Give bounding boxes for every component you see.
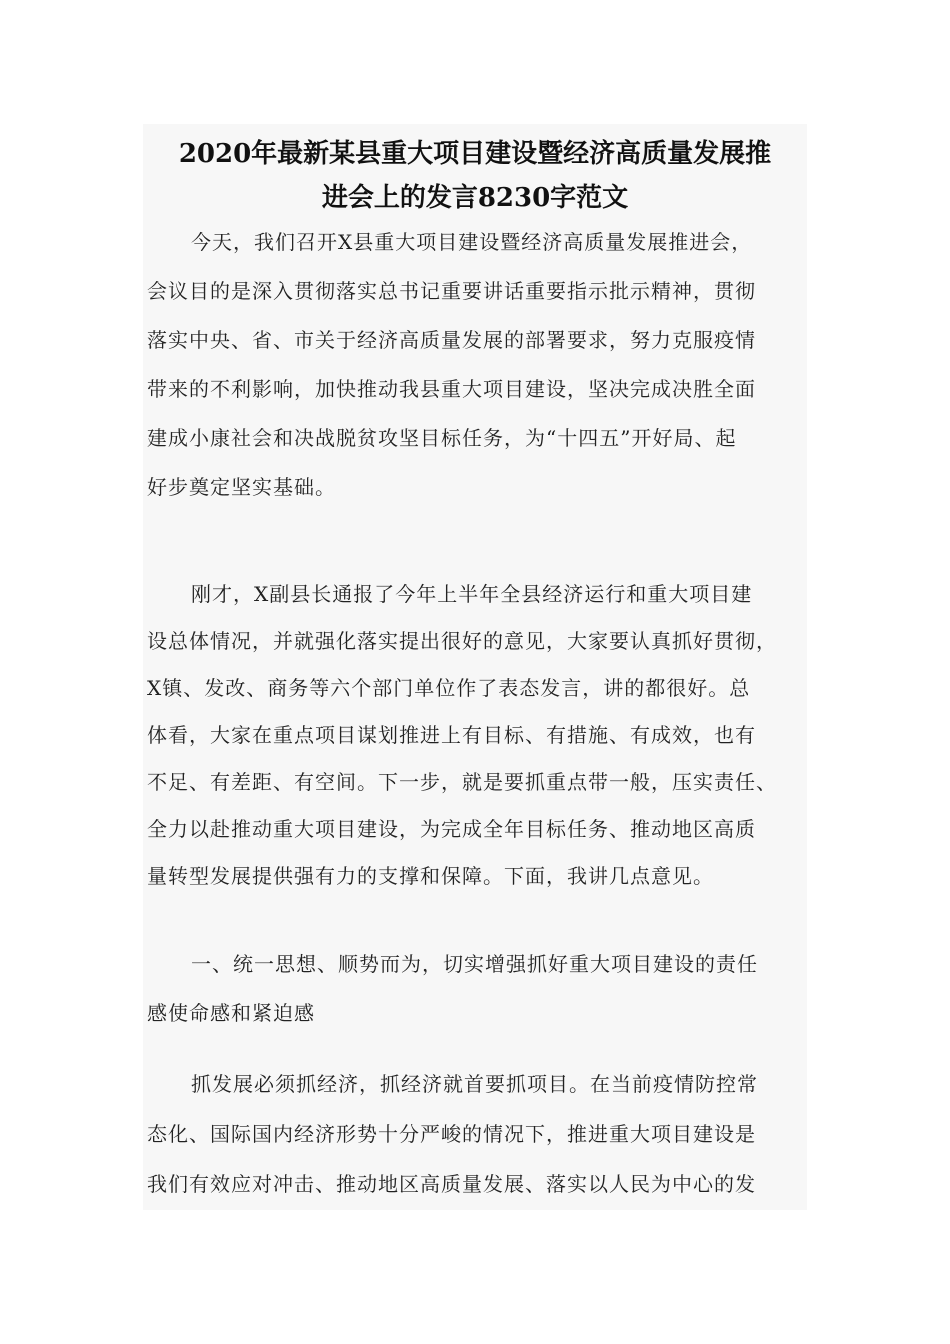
paragraph-line: 落实中央、省、市关于经济高质量发展的部署要求，努力克服疫情 [147, 328, 756, 352]
paragraph-line: 不足、有差距、有空间。下一步，就是要抓重点带一般，压实责任、 [147, 770, 777, 794]
paragraph-line: 态化、国际国内经济形势十分严峻的情况下，推进重大项目建设是 [147, 1122, 756, 1146]
paragraph-line: 感使命感和紧迫感 [147, 1001, 315, 1025]
paragraph-line: 我们有效应对冲击、推动地区高质量发展、落实以人民为中心的发 [147, 1172, 756, 1196]
paragraph-line: 好步奠定坚实基础。 [147, 475, 336, 499]
title-line: 进会上的发言8230字范文 [321, 183, 629, 213]
paragraph-line: 全力以赴推动重大项目建设，为完成全年目标任务、推动地区高质 [147, 817, 756, 841]
paragraph-line: 体看，大家在重点项目谋划推进上有目标、有措施、有成效，也有 [147, 723, 756, 747]
paragraph-line: 抓发展必须抓经济，抓经济就首要抓项目。在当前疫情防控常 [191, 1072, 758, 1096]
paragraph-line: 量转型发展提供强有力的支撑和保障。下面，我讲几点意见。 [147, 864, 714, 888]
document-title [143, 132, 807, 220]
paragraph-line: 今天，我们召开X县重大项目建设暨经济高质量发展推进会， [191, 230, 753, 254]
paragraph-line: 建成小康社会和决战脱贫攻坚目标任务，为“十四五”开好局、起 [147, 426, 737, 450]
paragraph-line: 会议目的是深入贯彻落实总书记重要讲话重要指示批示精神，贯彻 [147, 279, 756, 303]
paragraph-line: 刚才，X副县长通报了今年上半年全县经济运行和重大项目建 [191, 582, 753, 606]
paragraph-line: 设总体情况，并就强化落实提出很好的意见，大家要认真抓好贯彻， [147, 629, 777, 653]
title-line: 2020年最新某县重大项目建设暨经济高质量发展推 [178, 139, 772, 169]
paragraph-line: 带来的不利影响，加快推动我县重大项目建设，坚决完成决胜全面 [147, 377, 756, 401]
paragraph-line: X镇、发改、商务等六个部门单位作了表态发言，讲的都很好。总 [147, 676, 751, 700]
paragraph-line: 一、统一思想、顺势而为，切实增强抓好重大项目建设的责任 [191, 952, 758, 976]
